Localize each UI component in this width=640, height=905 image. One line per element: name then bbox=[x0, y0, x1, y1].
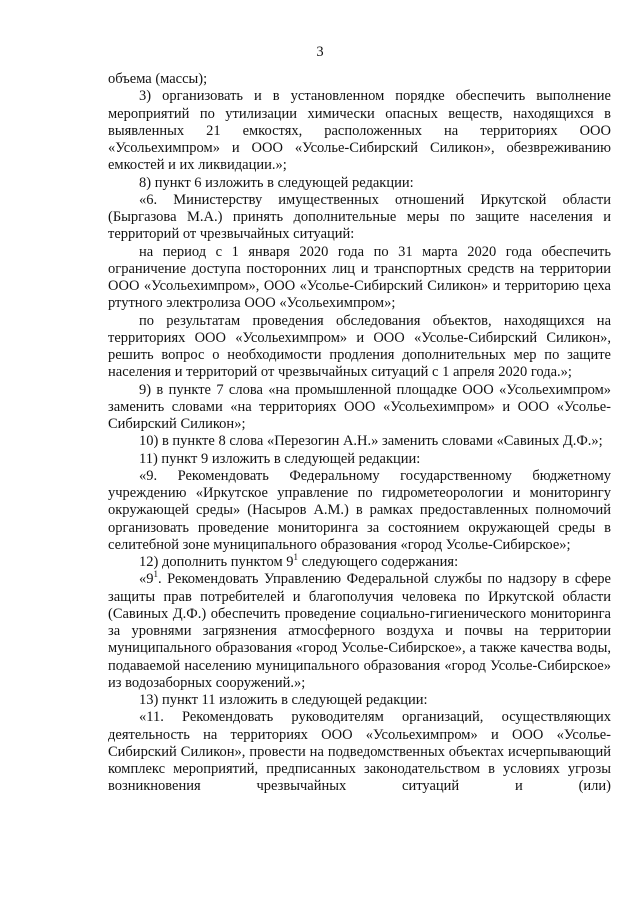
superscript: 1 bbox=[293, 552, 299, 562]
paragraph-text: 12) дополнить пунктом 9 bbox=[139, 554, 294, 570]
paragraph: 3) организовать и в установленном порядке обеспечить выполнение мероприятий по утилизации химически опасных веществ, находящихся в выявленных 21 емкостях, расположенных на территориях ООО «Усольехимпром» и ООО «Усолье-Сибирский Силикон», обезвреживанию емкостей и их ликвидации.»; bbox=[108, 88, 611, 174]
paragraph bbox=[108, 571, 611, 692]
paragraph: 8) пункт 6 изложить в следующей редакции: bbox=[139, 174, 414, 191]
paragraph: 13) пункт 11 изложить в следующей редакции: bbox=[139, 692, 428, 708]
superscript: 1 bbox=[153, 569, 158, 580]
paragraph-text: «9 bbox=[139, 571, 154, 588]
paragraph: объема (массы); bbox=[108, 71, 208, 87]
paragraph: на период с 1 января 2020 года по 31 марта 2020 года обеспечить ограничение доступа посторонних лиц и транспортных средств на территории ООО «Усольехимпром», ООО «Усолье-Сибирский Силикон» и территорию цеха ртутного электролиза ООО «Усольехимпром»; bbox=[108, 243, 611, 312]
paragraph: 11) пункт 9 изложить в следующей редакции: bbox=[139, 450, 421, 467]
paragraph: «6. Министерству имущественных отношений Иркутской области (Быргазова М.А.) принять дополнительные меры по защите населения и территорий от чрезвычайных ситуаций: bbox=[108, 191, 611, 243]
paragraph: 9) в пункте 7 слова «на промышленной площадке ООО «Усольехимпром» заменить словами «на территориях ООО «Усольехимпром» и ООО «Усолье-Сибирский Силикон»; bbox=[108, 381, 611, 432]
page-number: 3 bbox=[316, 44, 324, 60]
paragraph bbox=[108, 554, 611, 571]
paragraph: по результатам проведения обследования объектов, находящихся на территориях ООО «Усольехимпром» и ООО «Усолье-Сибирский Силикон», решить вопрос о необходимости продления дополнительных мер по защите населения и территорий от чрезвычайных ситуаций с 1 апреля 2020 года.»; bbox=[108, 312, 611, 381]
paragraph-text: следующего содержания: bbox=[298, 554, 459, 570]
paragraph-text: . Рекомендовать Управлению Федеральной службы по надзору в сфере защиты прав потребителей и благополучия человека по Иркутской области (Савиных Д.Ф.) обеспечить проведение социально-гигиенического мониторинга за уровнями загрязнения атмосферного воздуха и почвы на территории муниципального образования «город Усолье-Сибирское», а также качества воды, подаваемой населению муниципального образования «город Усолье-Сибирское» из водозаборных сооружений.»; bbox=[108, 571, 611, 691]
paragraph: «11. Рекомендовать руководителям организаций, осуществляющих деятельность на территориях ООО «Усольехимпром» и ООО «Усолье-Сибирский Силикон», провести на подведомственных объектах исчерпывающий комплекс мероприятий, предписанных законодательством в условиях угрозы возникновения чрезвычайных ситуаций и (или) bbox=[108, 709, 611, 795]
paragraph: «9. Рекомендовать Федеральному государственному бюджетному учреждению «Иркутское управление по гидрометеорологии и мониторингу окружающей среды» (Насыров А.М.) в рамках предоставленных полномочий организовать проведение мониторинга за состоянием окружающей среды в селитебной зоне муниципального образования «город Усолье-Сибирское»; bbox=[108, 467, 611, 553]
document-body bbox=[108, 71, 611, 796]
paragraph: 10) в пункте 8 слова «Перезогин А.Н.» заменить словами «Савиных Д.Ф.»; bbox=[139, 433, 603, 450]
